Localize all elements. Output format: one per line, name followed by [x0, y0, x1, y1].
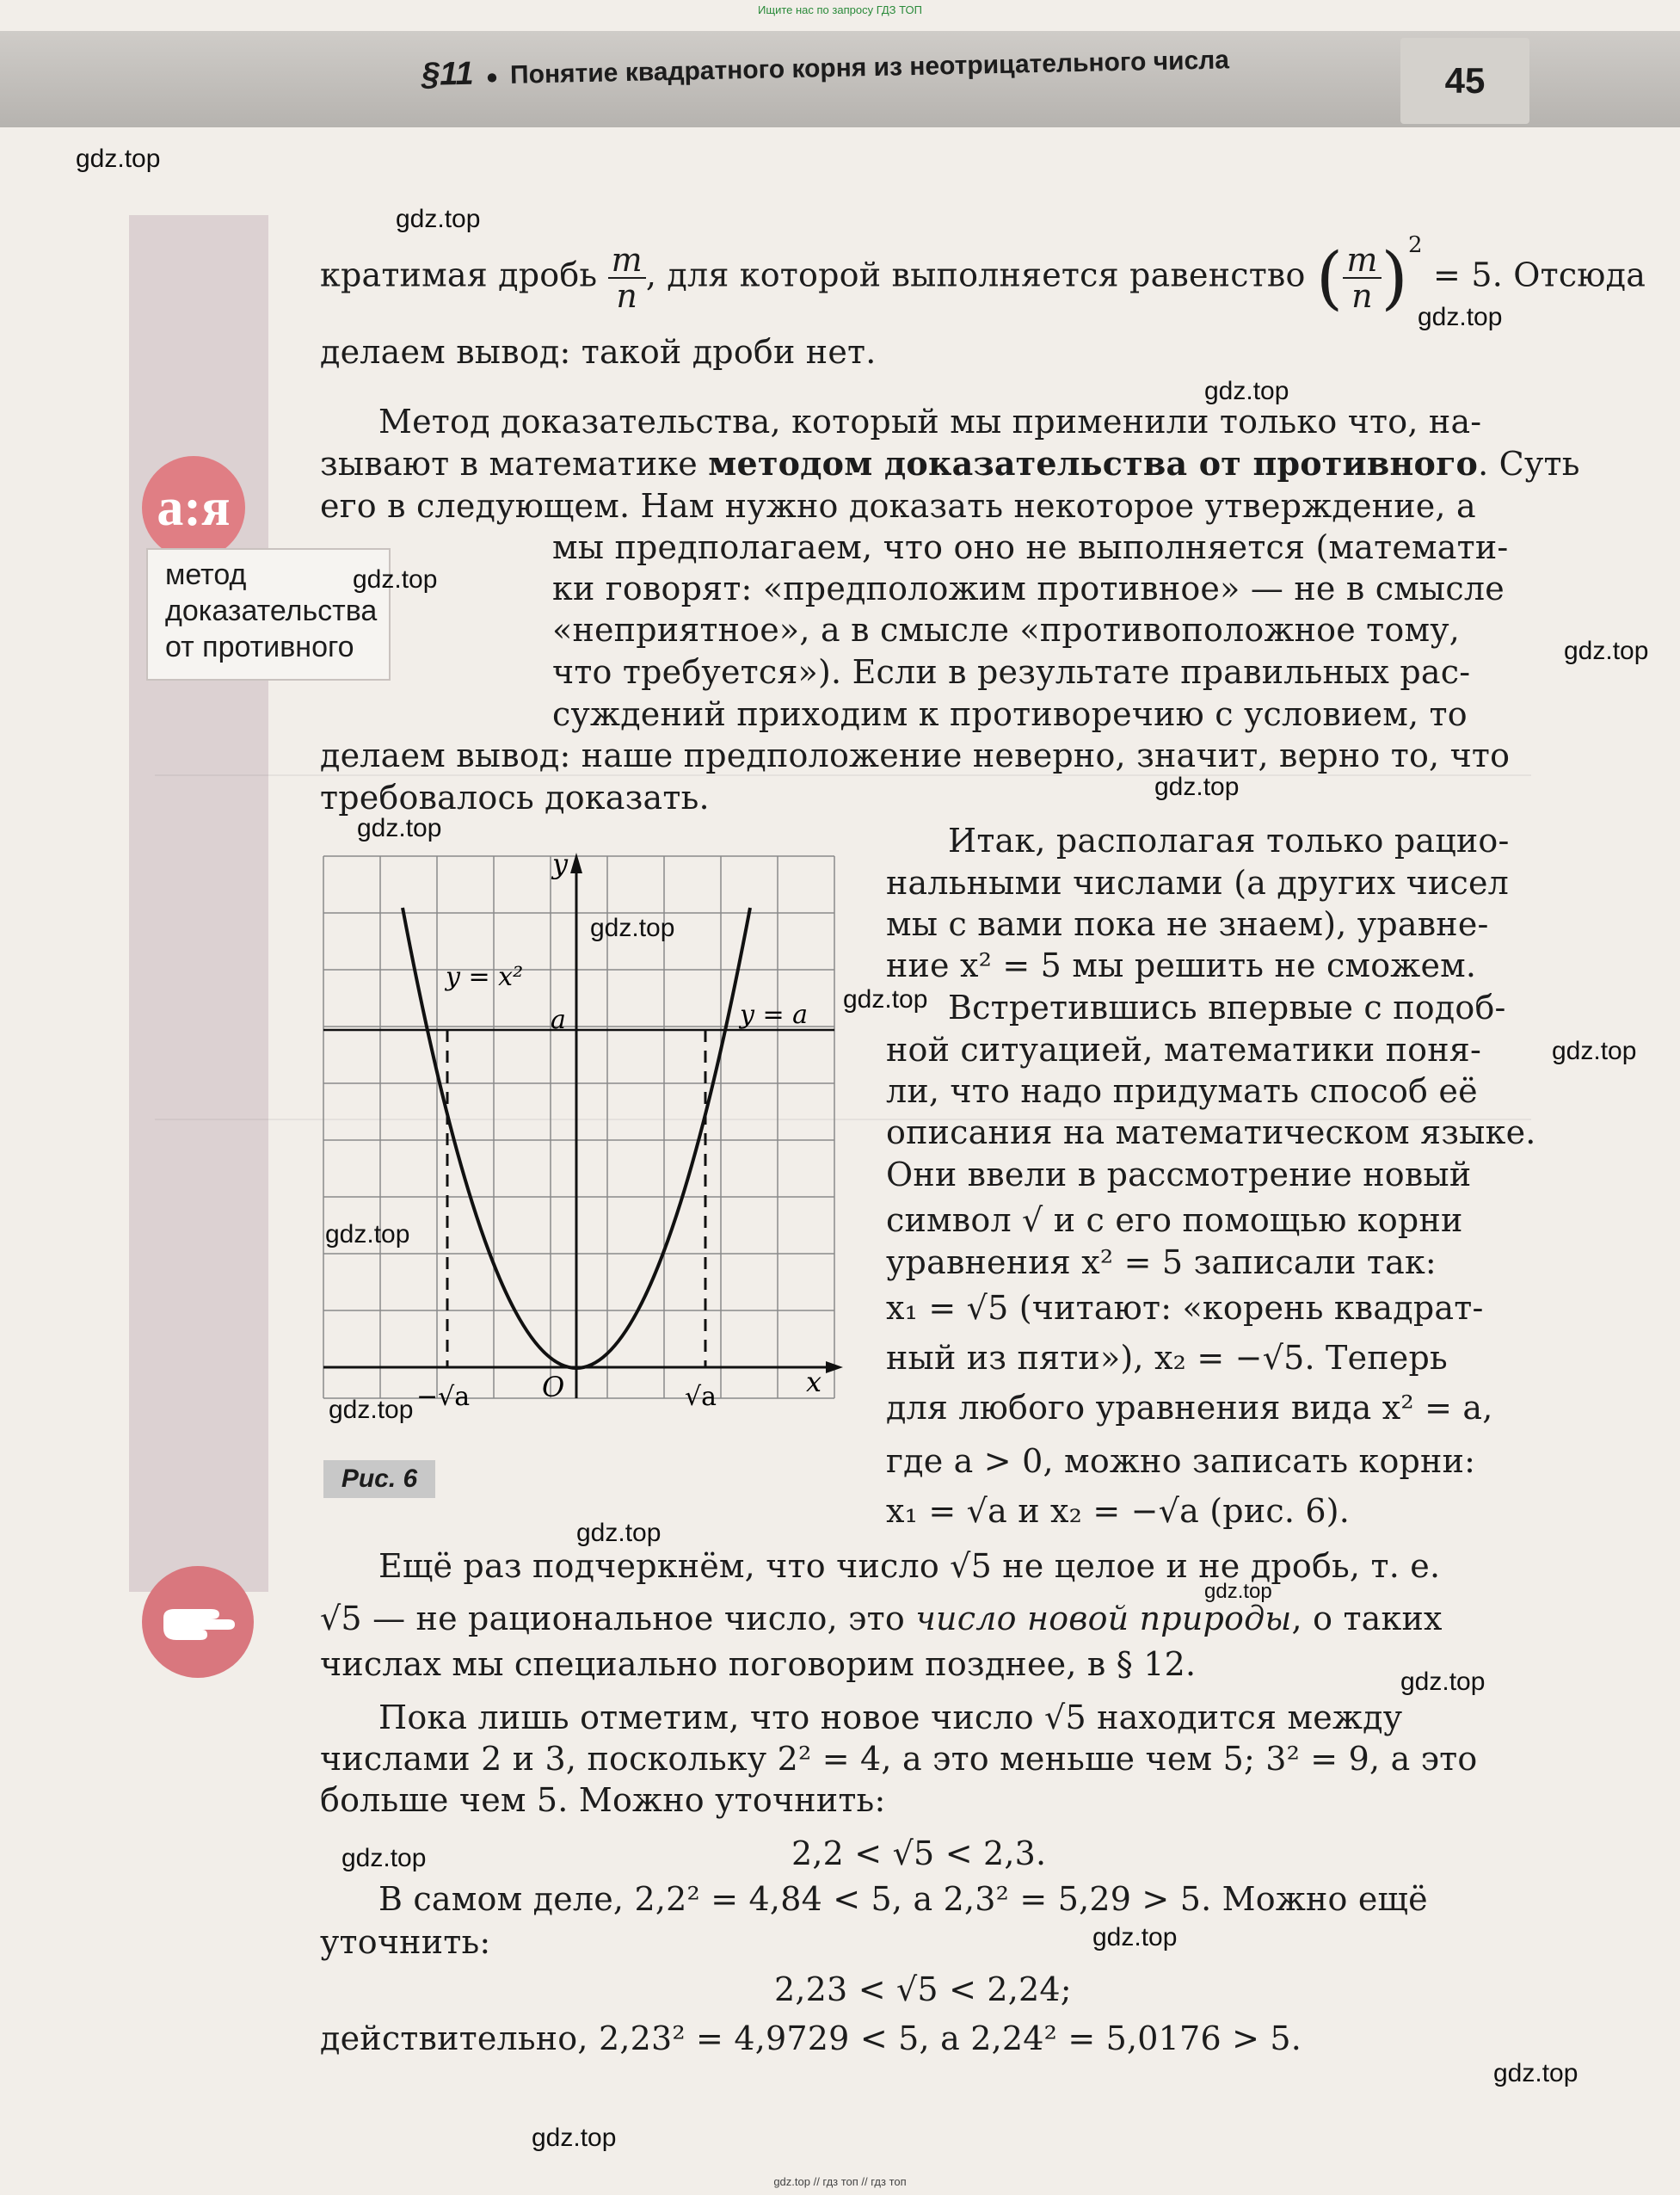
top-note: Ищите нас по запросу ГДЗ ТОП: [758, 3, 922, 16]
watermark: gdz.top: [1564, 637, 1649, 665]
text-line: x₁ = √a и x₂ = −√a (рис. 6).: [886, 1492, 1351, 1530]
text-line: суждений приходим к противоречию с условием, то: [552, 695, 1468, 733]
watermark: gdz.top: [329, 1396, 414, 1424]
watermark: gdz.top: [1418, 303, 1503, 331]
text-line: x₁ = √5 (читают: «корень квадрат-: [886, 1289, 1484, 1327]
grid: [323, 856, 834, 1398]
x-axis-label: x: [806, 1366, 822, 1398]
pos-root-label: √a: [685, 1382, 717, 1412]
text-line: его в следующем. Нам нужно доказать некоторое утверждение, а: [320, 487, 1476, 525]
definition-line: доказательства: [165, 595, 378, 627]
text-line: что требуется»). Если в результате правильных рас-: [552, 653, 1471, 691]
text-line: Итак, располагая только рацио-: [948, 822, 1510, 860]
text-line: где a > 0, можно записать корни:: [886, 1442, 1476, 1480]
text-line: больше чем 5. Можно уточнить:: [320, 1781, 886, 1819]
text-line: ной ситуацией, математики поня-: [886, 1031, 1481, 1069]
watermark: gdz.top: [532, 2124, 617, 2152]
watermark: gdz.top: [1552, 1037, 1637, 1065]
watermark: gdz.top: [1204, 377, 1289, 405]
header-bullet: ●: [485, 65, 499, 89]
watermark: gdz.top: [353, 565, 438, 594]
text-line: числах мы специально поговорим позднее, в § 12.: [320, 1645, 1197, 1683]
text-line: нальными числами (а других чисел: [886, 864, 1509, 902]
text-line: требовалось доказать.: [320, 779, 710, 817]
watermark: gdz.top: [76, 145, 161, 173]
neg-root-label: −√a: [416, 1382, 471, 1412]
text-line: Пока лишь отметим, что новое число √5 находится между: [378, 1699, 1403, 1736]
formula: 2,2 < √5 < 2,3.: [791, 1834, 1047, 1872]
figure-caption: Рис. 6: [323, 1460, 435, 1498]
text-line: В самом деле, 2,2² = 4,84 < 5, а 2,3² = 5,29 > 5. Можно ещё: [378, 1880, 1428, 1918]
text-line: ный из пяти»), x₂ = −√5. Теперь: [886, 1339, 1448, 1377]
text-line: ки говорят: «предположим противное» — не в смысле: [552, 570, 1505, 607]
text-line: для любого уравнения вида x² = a,: [886, 1389, 1493, 1427]
watermark: gdz.top: [576, 1519, 662, 1547]
watermark: gdz.top: [1400, 1668, 1486, 1696]
text-line: уточнить:: [320, 1923, 491, 1961]
text-line: мы предполагаем, что оно не выполняется (математи-: [552, 528, 1509, 566]
a-label: a: [551, 1005, 566, 1035]
watermark: gdz.top: [325, 1220, 410, 1249]
text-line: «неприятное», а в смысле «противоположное тому,: [552, 611, 1461, 649]
origin-label: O: [542, 1371, 565, 1403]
figure-parabola: [320, 848, 846, 1433]
watermark: gdz.top: [590, 914, 675, 942]
section-title: Понятие квадратного корня из неотрицательного числа: [509, 46, 1230, 89]
text-line: ние x² = 5 мы решить не сможем.: [886, 946, 1477, 984]
page-number: 45: [1400, 38, 1529, 124]
text-line: числами 2 и 3, поскольку 2² = 4, а это меньше чем 5; 3² = 9, а это: [320, 1740, 1478, 1778]
glossary-badge-icon: а:я: [142, 456, 245, 559]
bottom-note: gdz.top // гдз топ // гдз топ: [773, 2175, 907, 2188]
formula: 2,23 < √5 < 2,24;: [774, 1970, 1072, 2008]
watermark: gdz.top: [1493, 2059, 1578, 2087]
text-line: Метод доказательства, который мы применили только что, на-: [378, 403, 1482, 441]
text-line: зывают в математике методом доказательства от противного. Суть: [320, 444, 1580, 483]
text-line: Ещё раз подчеркнём, что число √5 не целое и не дробь, т. е.: [378, 1547, 1441, 1585]
watermark: gdz.top: [357, 814, 442, 842]
margin-strip: [129, 215, 268, 1592]
watermark: gdz.top: [843, 985, 928, 1014]
text-line: кратимая дробь $\frac{m}{n}$ , для которой выполняется равенство ( $\frac{m}{n}$ )$^2$ = 5. Отсюда: [320, 231, 1646, 318]
y-axis-label: y: [552, 848, 569, 880]
text-line: мы с вами пока не знаем), уравне-: [886, 905, 1489, 943]
text-line: делаем вывод: наше предположение неверно, значит, верно то, что: [320, 737, 1511, 774]
text-line: действительно, 2,23² = 4,9729 < 5, а 2,24² = 5,0176 > 5.: [320, 2019, 1302, 2057]
section-number: §11: [421, 55, 475, 93]
text-line: Встретившись впервые с подоб-: [948, 989, 1506, 1027]
text-line: уравнения x² = 5 записали так:: [886, 1243, 1437, 1281]
text-line: √5 — не рациональное число, это число новой природы, о таких: [320, 1600, 1443, 1637]
text-line: делаем вывод: такой дроби нет.: [320, 333, 877, 371]
watermark: gdz.top: [1154, 773, 1240, 801]
definition-line: от противного: [165, 631, 354, 663]
watermark: gdz.top: [342, 1844, 427, 1872]
text-line: ли, что надо придумать способ её: [886, 1072, 1478, 1110]
line-label: y = a: [740, 1000, 809, 1030]
definition-line: метод: [165, 558, 247, 591]
watermark: gdz.top: [396, 205, 481, 233]
watermark: gdz.top: [1092, 1923, 1178, 1951]
text-line: Они ввели в рассмотрение новый: [886, 1156, 1472, 1193]
text-line: описания на математическом языке.: [886, 1113, 1536, 1151]
text-line: символ √ и с его помощью корни: [886, 1201, 1463, 1239]
pointing-hand-icon: [142, 1566, 254, 1678]
parabola-label: y = x²: [446, 962, 524, 992]
watermark: gdz.top: [1204, 1580, 1272, 1603]
